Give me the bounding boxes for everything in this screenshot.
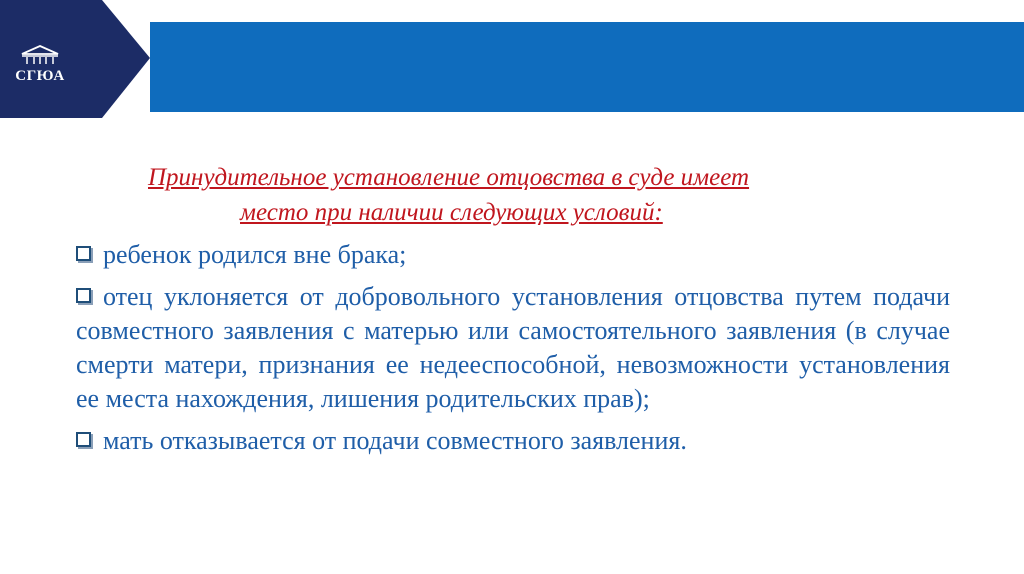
list-item-text: мать отказывается от подачи совместного заявления.: [103, 426, 687, 455]
header-blue-bar: [150, 22, 1024, 112]
square-bullet-icon: [76, 432, 91, 447]
list-item-text: ребенок родился вне брака;: [103, 240, 407, 269]
list-item: [76, 238, 950, 272]
header-shapes: [0, 0, 1024, 118]
slide-heading: [140, 160, 940, 230]
square-bullet-icon: [76, 288, 91, 303]
list-item: [76, 424, 950, 458]
list-item: [76, 280, 950, 416]
header-banner: [0, 0, 1024, 118]
heading-line-1: Принудительное установление отцовства в суде имеет: [148, 164, 750, 191]
list-item-text: отец уклоняется от добровольного установления отцовства путем подачи совместного заявления с матерью или самостоятельного заявления (в случае смерти матери, признания ее недееспособной, невозможности установления ее места нахождения, лишения родительских прав);: [76, 282, 950, 413]
square-bullet-icon: [76, 246, 91, 261]
logo-text: СГЮА: [15, 68, 65, 84]
bullet-list: [76, 238, 950, 466]
heading-line-2: место при наличии следующих условий:: [240, 199, 663, 226]
